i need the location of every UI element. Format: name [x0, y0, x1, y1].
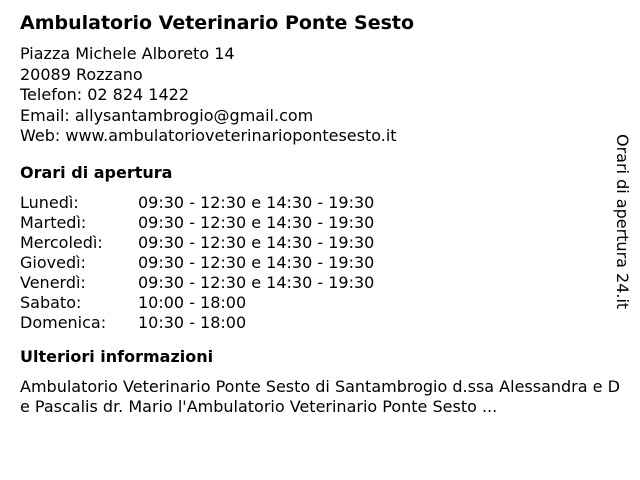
day-label: Venerdì: [20, 272, 86, 292]
website: Web: www.ambulatorioveterinariopontesesto.it [20, 126, 397, 145]
day-label: Mercoledì: [20, 232, 103, 252]
day-label: Sabato: [20, 292, 82, 312]
day-hours: 09:30 - 12:30 e 14:30 - 19:30 [138, 212, 375, 232]
business-card [20, 10, 620, 417]
more-info-title: Ulteriori informazioni [20, 346, 214, 366]
day-hours: 10:30 - 18:00 [138, 312, 247, 332]
hours-row-sunday [20, 313, 374, 333]
hours-row-friday [20, 273, 374, 293]
day-label: Lunedì: [20, 192, 79, 212]
opening-hours-title: Orari di apertura [20, 162, 173, 182]
street-address: Piazza Michele Alboreto 14 [20, 44, 235, 63]
day-hours: 10:00 - 18:00 [138, 292, 247, 312]
opening-hours-table [20, 193, 374, 333]
city-address: 20089 Rozzano [20, 64, 143, 84]
day-label: Martedì: [20, 212, 87, 232]
email-address: Email: allysantambrogio@gmail.com [20, 105, 314, 125]
hours-row-tuesday [20, 213, 374, 233]
day-label: Domenica: [20, 312, 107, 332]
hours-row-wednesday [20, 233, 374, 253]
hours-row-saturday [20, 293, 374, 313]
business-name: Ambulatorio Veterinario Ponte Sesto [20, 12, 415, 34]
phone-number: Telefon: 02 824 1422 [20, 85, 190, 104]
day-label: Giovedì: [20, 252, 86, 272]
hours-row-thursday [20, 253, 374, 273]
hours-row-monday [20, 193, 374, 213]
day-hours: 09:30 - 12:30 e 14:30 - 19:30 [138, 232, 375, 252]
day-hours: 09:30 - 12:30 e 14:30 - 19:30 [138, 252, 375, 272]
business-description: Ambulatorio Veterinario Ponte Sesto di Santambrogio d.ssa Alessandra e De Pascalis dr. Mario l'Ambulatorio Veterinario Ponte Sesto ... [20, 376, 620, 416]
day-hours: 09:30 - 12:30 e 14:30 - 19:30 [138, 192, 375, 212]
contact-block [20, 44, 610, 147]
day-hours: 09:30 - 12:30 e 14:30 - 19:30 [138, 272, 375, 292]
brand-watermark: Orari di apertura 24.it [613, 134, 632, 310]
